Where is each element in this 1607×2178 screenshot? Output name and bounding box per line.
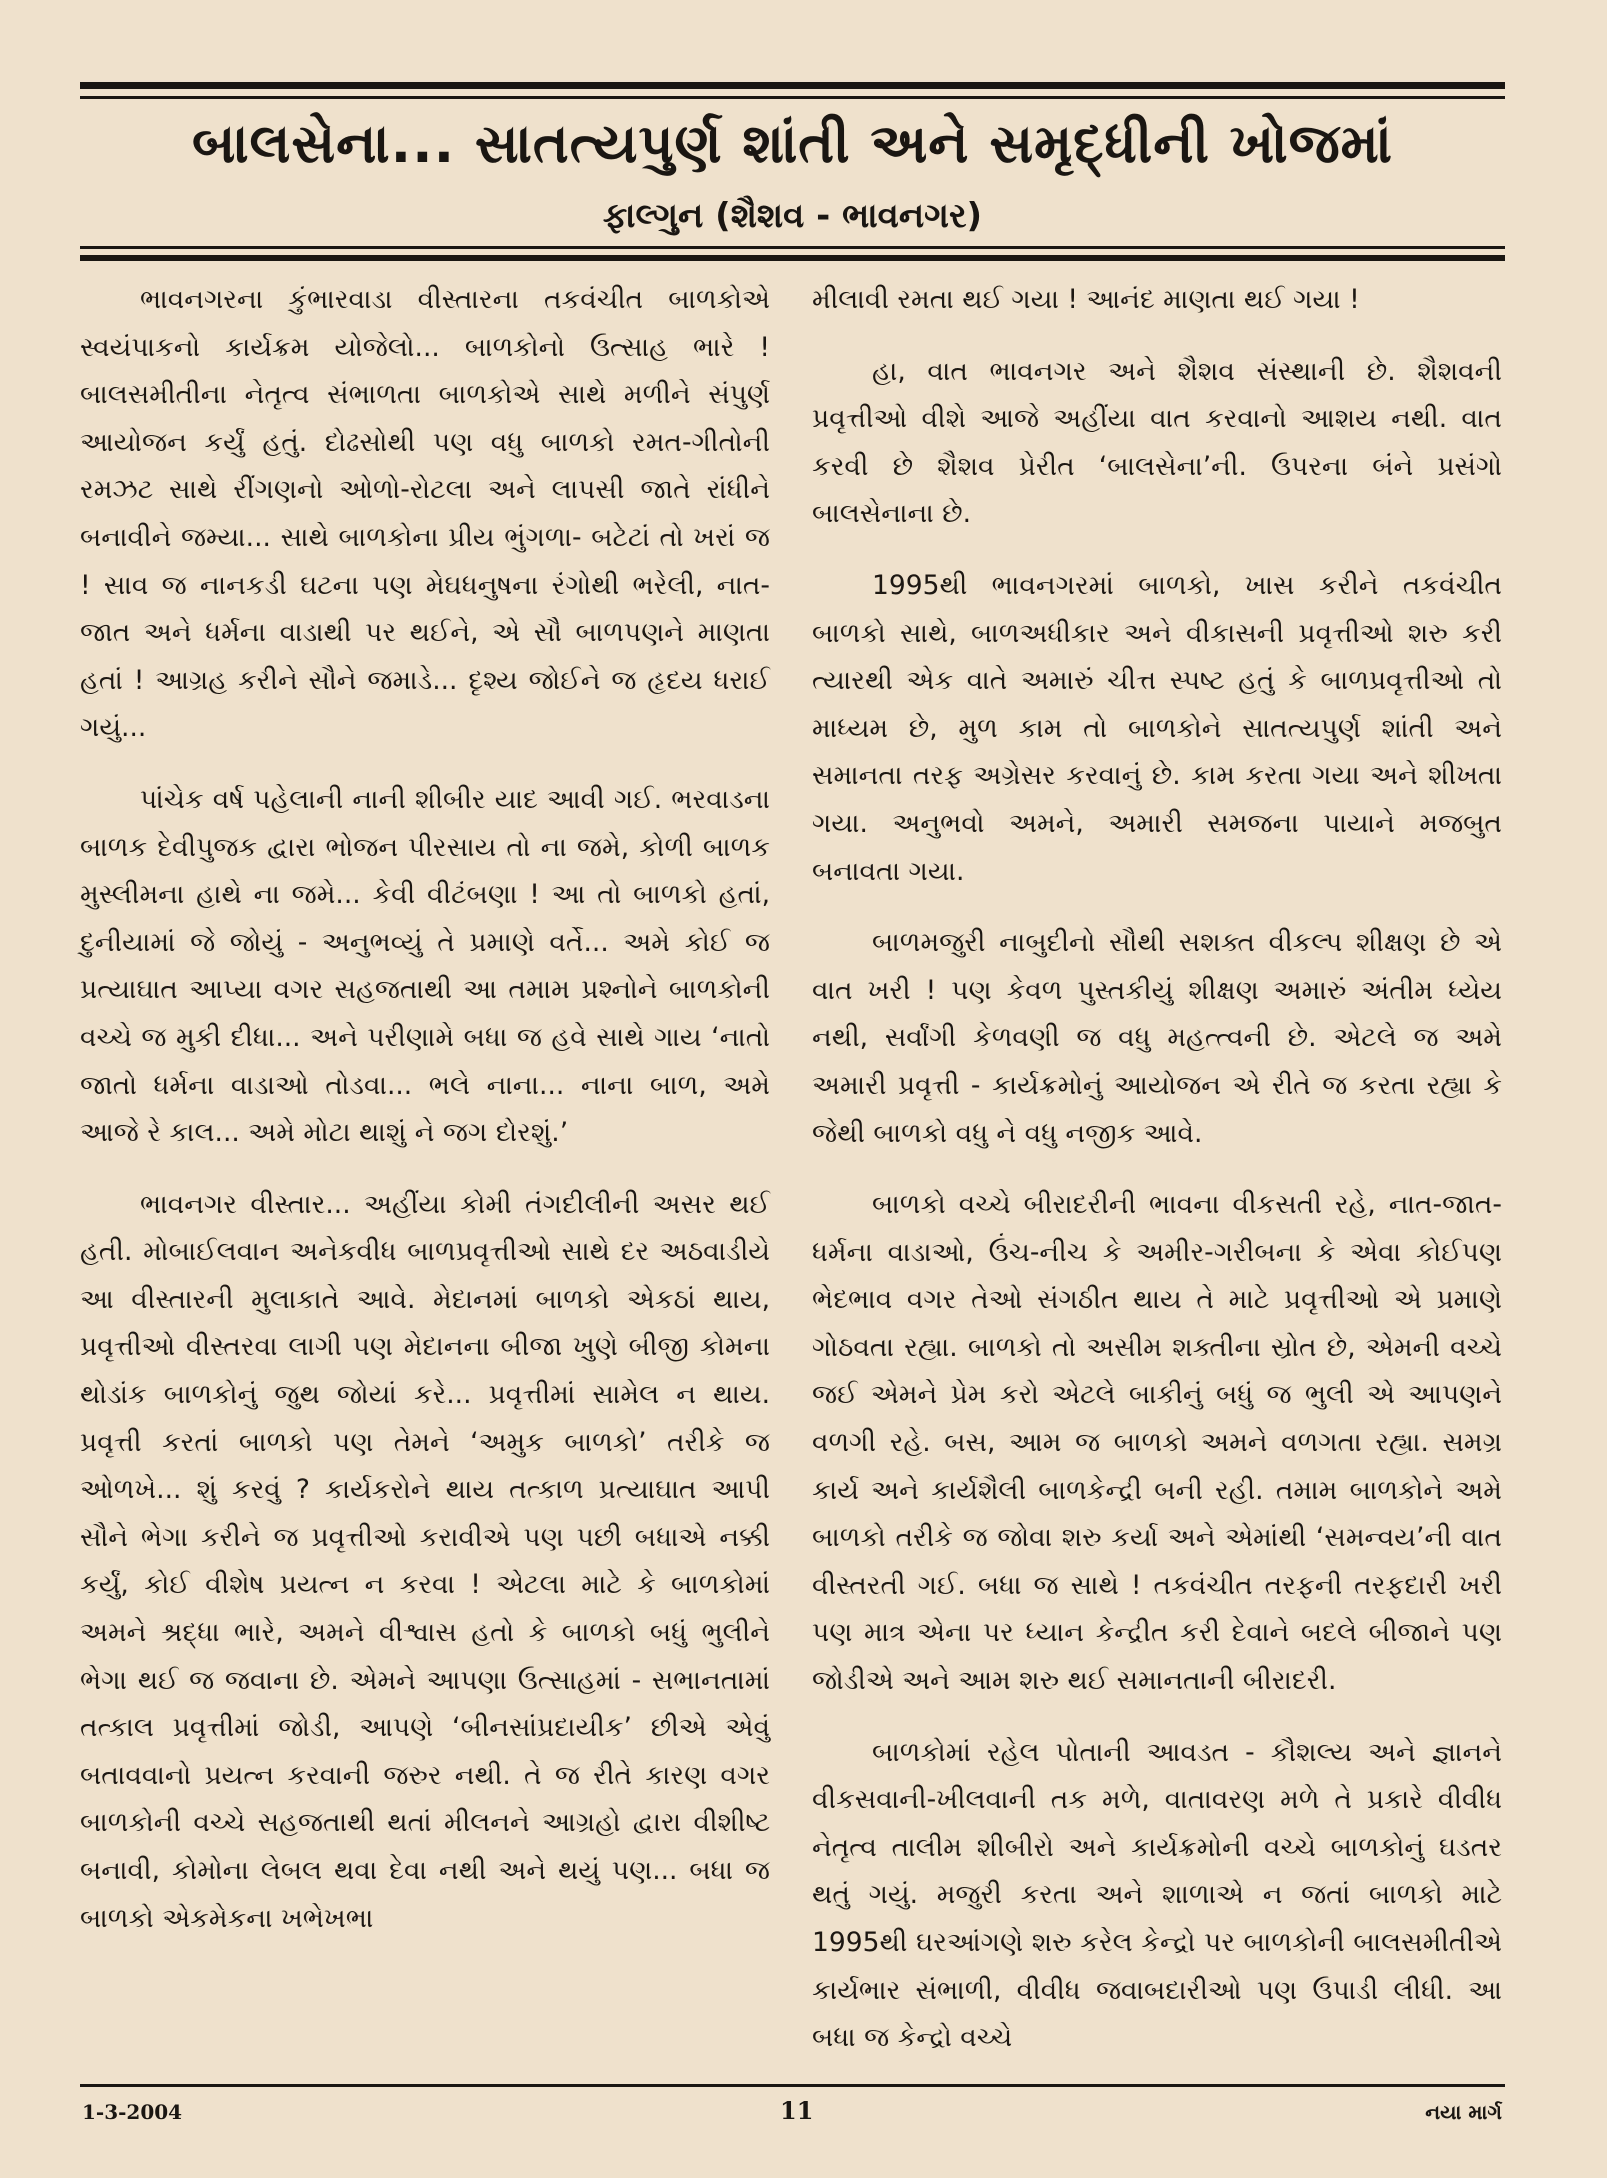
paragraph: ભાવનગરના કુંભારવાડા વીસ્તારના તકવંચીત બાળકોએ સ્વયંપાકનો કાર્યક્રમ યોજેલો... બાળકોનો ઉત્સાહ ભારે ! બાલસમીતીના નેતૃત્વ સંભાળતા બાળકોએ સાથે મળીને સંપુર્ણ આયોજન કર્યું હતું. દોઢસોથી પણ વધુ બાળકો રમત-ગીતોની રમઝટ સાથે રીંગણનો ઓળો-રોટલા અને લાપસી જાતે રાંધીને બનાવીને જમ્યા... સાથે બાળકોના પ્રીય ભુંગળા- બટેટાં તો ખરાં જ ! સાવ જ નાનકડી ઘટના પણ મેઘધનુષના રંગોથી ભરેલી, નાત-જાત અને ધર્મના વાડાથી પર થઈને, એ સૌ બાળપણને માણતા હતાં ! આગ્રહ કરીને સૌને જમાડે... દૃશ્ય જોઈને જ હૃદય ધરાઈ ગયું... (80, 284, 770, 744)
footer-date: 1-3-2004 (82, 2100, 183, 2124)
top-rule-thick (80, 82, 1505, 89)
footer-page-number: 11 (780, 2096, 814, 2125)
article-title: બાલસેના... સાતત્યપુર્ણ શાંતી અને સમૃદ્ધીની ખોજમાં (191, 112, 1394, 175)
top-rule-thin (80, 96, 1505, 99)
left-column (80, 276, 770, 1942)
header-rule-thin (80, 246, 1505, 249)
paragraph: બાળમજુરી નાબુદીનો સૌથી સશક્ત વીકલ્પ શીક્ષણ છે એ વાત ખરી ! પણ કેવળ પુસ્તકીયું શીક્ષણ અમારું અંતીમ ધ્યેય નથી, સર્વાંગી કેળવણી જ વધુ મહત્ત્વની છે. એટલે જ અમે અમારી પ્રવૃત્તી - કાર્યક્રમોનું આયોજન એ રીતે જ કરતા રહ્યા કે જેથી બાળકો વધુ ને વધુ નજીક આવે. (812, 927, 1502, 1149)
paragraph: હા, વાત ભાવનગર અને શૈશવ સંસ્થાની છે. શૈશવની પ્રવૃત્તીઓ વીશે આજે અહીંયા વાત કરવાનો આશય નથી. વાત કરવી છે શૈશવ પ્રેરીત ‘બાલસેના’ની. ઉપરના બંને પ્રસંગો બાલસેનાના છે. (812, 355, 1502, 530)
continued-line: મીલાવી રમતા થઈ ગયા ! આનંદ માણતા થઈ ગયા ! (812, 284, 1360, 315)
paragraph: 1995થી ભાવનગરમાં બાળકો, ખાસ કરીને તકવંચીત બાળકો સાથે, બાળઅધીકાર અને વીકાસની પ્રવૃત્તીઓ શરુ કરી ત્યારથી એક વાતે અમારું ચીત્ત સ્પષ્ટ હતું કે બાળપ્રવૃત્તીઓ તો માધ્યમ છે, મુળ કામ તો બાળકોને સાતત્યપુર્ણ શાંતી અને સમાનતા તરફ અગ્રેસર કરવાનું છે. કામ કરતા ગયા અને શીખતા ગયા. અનુભવો અમને, અમારી સમજના પાયાને મજબુત બનાવતા ગયા. (812, 569, 1502, 887)
right-column (812, 276, 1502, 2062)
footer-publication: નયા માર્ગ (1425, 2100, 1502, 2124)
paragraph: પાંચેક વર્ષ પહેલાની નાની શીબીર યાદ આવી ગઈ. ભરવાડના બાળક દેવીપુજક દ્વારા ભોજન પીરસાય તો ના જમે, કોળી બાળક મુસ્લીમના હાથે ના જમે... કેવી વીટંબણા ! આ તો બાળકો હતાં, દુનીયામાં જે જોયું - અનુભવ્યું તે પ્રમાણે વર્તે... અમે કોઈ જ પ્રત્યાઘાત આપ્યા વગર સહજતાથી આ તમામ પ્રશ્નોને બાળકોની વચ્ચે જ મુકી દીધા... અને પરીણામે બધા જ હવે સાથે ગાય ‘નાતો જાતો ધર્મના વાડાઓ તોડવા... ભલે નાના... નાના બાળ, અમે આજે રે કાલ... અમે મોટા થાશું ને જગ દોરશું.’ (80, 783, 770, 1149)
header-rule-thick (80, 255, 1505, 261)
article-byline: ફાલ્ગુન (શૈશવ - ભાવનગર) (602, 196, 983, 236)
footer-rule (80, 2084, 1505, 2087)
paragraph: ભાવનગર વીસ્તાર... અહીંયા કોમી તંગદીલીની અસર થઈ હતી. મોબાઈલવાન અનેકવીધ બાળપ્રવૃત્તીઓ સાથે દર અઠવાડીયે આ વીસ્તારની મુલાકાતે આવે. મેદાનમાં બાળકો એકઠાં થાય, પ્રવૃત્તીઓ વીસ્તરવા લાગી પણ મેદાનના બીજા ખુણે બીજી કોમના થોડાંક બાળકોનું જુથ જોયાં કરે... પ્રવૃત્તીમાં સામેલ ન થાય. પ્રવૃત્તી કરતાં બાળકો પણ તેમને ‘અમુક બાળકો’ તરીકે જ ઓળખે... શું કરવું ? કાર્યકરોને થાય તત્કાળ પ્રત્યાઘાત આપી સૌને ભેગા કરીને જ પ્રવૃત્તીઓ કરાવીએ પણ પછી બધાએ નક્કી કર્યું, કોઈ વીશેષ પ્રયત્ન ન કરવા ! એટલા માટે કે બાળકોમાં અમને શ્રદ્ધા ભારે, અમને વીશ્વાસ હતો કે બાળકો બધું ભુલીને ભેગા થઈ જ જવાના છે. એમને આપણા ઉત્સાહમાં - સભાનતામાં તત્કાલ પ્રવૃત્તીમાં જોડી, આપણે ‘બીનસાંપ્રદાયીક’ છીએ એવું બતાવવાનો પ્રયત્ન કરવાની જરુર નથી. તે જ રીતે કારણ વગર બાળકોની વચ્ચે સહજતાથી થતાં મીલનને આગ્રહો દ્વારા વીશીષ્ટ બનાવી, કોમોના લેબલ થવા દેવા નથી અને થયું પણ... બધા જ બાળકો એકમેકના ખભેખભા (80, 1188, 770, 1934)
paragraph: બાળકો વચ્ચે બીરાદરીની ભાવના વીકસતી રહે, નાત-જાત-ધર્મના વાડાઓ, ઉંચ-નીચ કે અમીર-ગરીબના કે એવા કોઈપણ ભેદભાવ વગર તેઓ સંગઠીત થાય તે માટે પ્રવૃત્તીઓ એ પ્રમાણે ગોઠવતા રહ્યા. બાળકો તો અસીમ શક્તીના સ્રોત છે, એમની વચ્ચે જઈ એમને પ્રેમ કરો એટલે બાકીનું બધું જ ભુલી એ આપણને વળગી રહે. બસ, આમ જ બાળકો અમને વળગતા રહ્યા. સમગ્ર કાર્ય અને કાર્યશૈલી બાળકેન્દ્રી બની રહી. તમામ બાળકોને અમે બાળકો તરીકે જ જોવા શરુ કર્યા અને એમાંથી ‘સમન્વય’ની વાત વીસ્તરતી ગઈ. બધા જ સાથે ! તકવંચીત તરફની તરફદારી ખરી પણ માત્ર એના પર ધ્યાન કેન્દ્રીત કરી દેવાને બદલે બીજાને પણ જોડીએ અને આમ શરુ થઈ સમાનતાની બીરાદરી. (812, 1189, 1502, 1697)
paragraph: બાળકોમાં રહેલ પોતાની આવડત - કૌશલ્ય અને જ્ઞાનને વીકસવાની-ખીલવાની તક મળે, વાતાવરણ મળે તે પ્રકારે વીવીધ નેતૃત્વ તાલીમ શીબીરો અને કાર્યક્રમોની વચ્ચે બાળકોનું ઘડતર થતું ગયું. મજુરી કરતા અને શાળાએ ન જતાં બાળકો માટે 1995થી ઘરઆંગણે શરુ કરેલ કેન્દ્રો પર બાળકોની બાલસમીતીએ કાર્યભાર સંભાળી, વીવીધ જવાબદારીઓ પણ ઉપાડી લીધી. આ બધા જ કેન્દ્રો વચ્ચે (812, 1736, 1502, 2054)
